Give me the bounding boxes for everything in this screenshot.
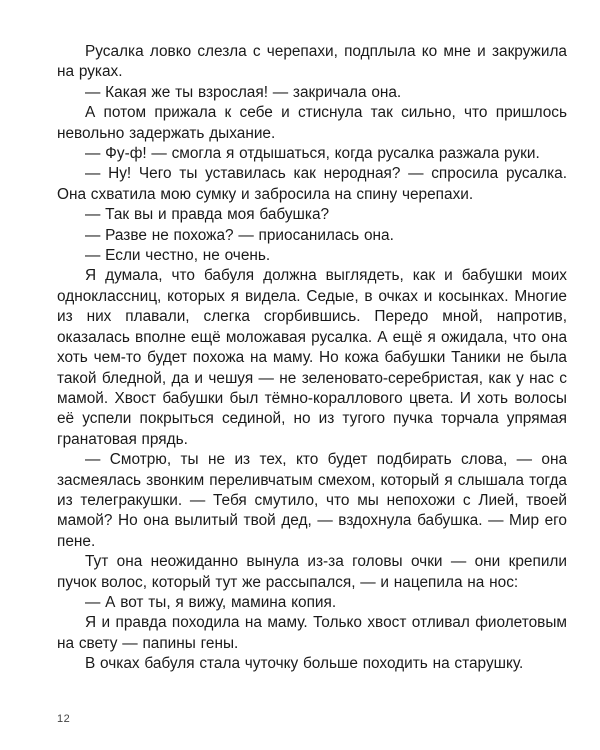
page-number: 12	[57, 713, 71, 725]
paragraph: В очках бабуля стала чуточку больше походить на старушку.	[85, 655, 524, 673]
paragraph: Тут она неожиданно вынула из-за головы очки — они крепили пучок волос, который тут же рассыпался, — и нацепила на нос:	[57, 553, 567, 591]
paragraph: — Смотрю, ты не из тех, кто будет подбирать слова, — она засмеялась звонким переливчатым смехом, который я слышала тогда из телегракушки. — Тебя смутило, что мы непохожи с Лией, твоей мамой? Но она вылитый твой дед, — вздохнула бабушка. — Мир его пене.	[57, 451, 567, 550]
page-body	[57, 42, 567, 675]
paragraph: — А вот ты, я вижу, мамина копия.	[85, 593, 337, 611]
paragraph: — Ну! Чего ты уставилась как неродная? — спросила русалка. Она схватила мою сумку и забросила на спину черепахи.	[57, 165, 567, 203]
paragraph: Я и правда походила на маму. Только хвост отливал фиолетовым на свету — папины гены.	[57, 614, 567, 652]
paragraph: — Разве не похожа? — приосанилась она.	[85, 226, 394, 244]
paragraph: — Фу-ф! — смогла я отдышаться, когда русалка разжала руки.	[85, 145, 540, 163]
paragraph: — Какая же ты взрослая! — закричала она.	[85, 83, 402, 101]
paragraph: — Если честно, не очень.	[85, 247, 271, 265]
paragraph: — Так вы и правда моя бабушка?	[85, 206, 330, 224]
paragraph: А потом прижала к себе и стиснула так сильно, что пришлось невольно задержать дыхание.	[57, 104, 567, 142]
paragraph: Я думала, что бабуля должна выглядеть, как и бабушки моих одноклассниц, которых я видела. Седые, в очках и косынках. Многие из них плавали, слегка сгорбившись. Передо мной, напротив, оказалась вполне ещё моложавая русалка. А ещё я ожидала, что она хоть чем-то будет похожа на маму. Но кожа бабушки Таники не была такой бледной, да и чешуя — не зеленовато-серебристая, как у нас с мамой. Хвост бабушки был тёмно-кораллового цвета. И хоть волосы её успели покрыться сединой, но из тугого пучка торчала упрямая гранатовая прядь.	[57, 267, 567, 448]
paragraph: Русалка ловко слезла с черепахи, подплыла ко мне и закружила на руках.	[57, 43, 567, 81]
